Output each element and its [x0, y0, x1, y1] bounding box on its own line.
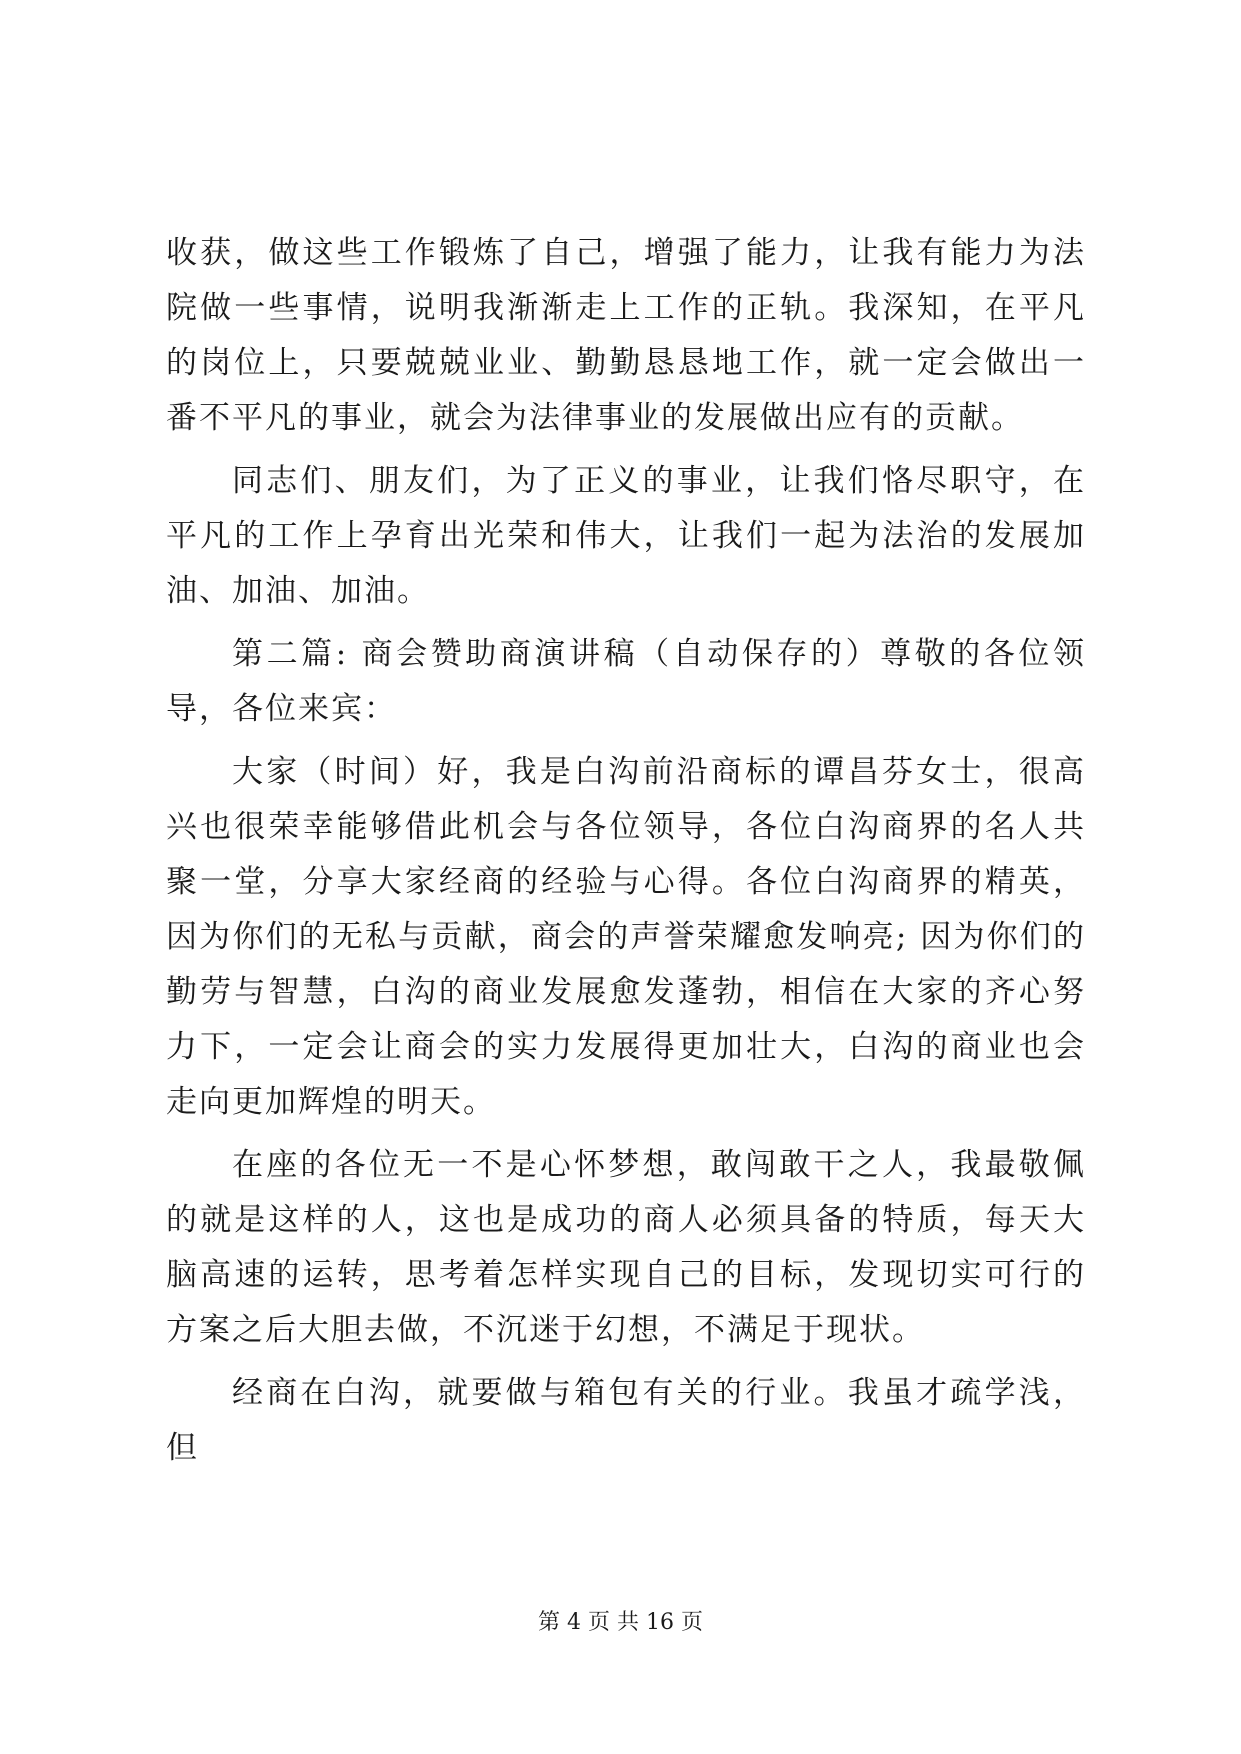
paragraph-1: 收获，做这些工作锻炼了自己，增强了能力，让我有能力为法院做一些事情，说明我渐渐走上工作的正轨。我深知，在平凡的岗位上，只要兢兢业业、勤勤恳恳地工作，就一定会做出一番不平凡的事业，就会为法律事业的发展做出应有的贡献。 [166, 235, 1086, 436]
paragraph-3-section-heading: 第二篇: 商会赞助商演讲稿（自动保存的）尊敬的各位领导，各位来宾： [166, 636, 1086, 727]
paragraph-2: 同志们、朋友们，为了正义的事业，让我们恪尽职守，在平凡的工作上孕育出光荣和伟大，让我们一起为法治的发展加油、加油、加油。 [166, 463, 1086, 609]
paragraph-5: 在座的各位无一不是心怀梦想，敢闯敢干之人，我最敬佩的就是这样的人，这也是成功的商人必须具备的特质，每天大脑高速的运转，思考着怎样实现自己的目标，发现切实可行的方案之后大胆去做，不沉迷于幻想，不满足于现状。 [166, 1147, 1086, 1348]
page-footer [0, 1608, 1241, 1638]
document-body [166, 226, 1086, 1484]
paragraph-4: 大家（时间）好，我是白沟前沿商标的谭昌芬女士，很高兴也很荣幸能够借此机会与各位领导，各位白沟商界的名人共聚一堂，分享大家经商的经验与心得。各位白沟商界的精英，因为你们的无私与贡献，商会的声誉荣耀愈发响亮; 因为你们的勤劳与智慧，白沟的商业发展愈发蓬勃，相信在大家的齐心努力下，一定会让商会的实力发展得更加壮大，白沟的商业也会走向更加辉煌的明天。 [166, 754, 1086, 1120]
paragraph-6: 经商在白沟，就要做与箱包有关的行业。我虽才疏学浅，但 [166, 1375, 1086, 1466]
page-number-label: 第 4 页 共 16 页 [538, 1610, 703, 1635]
